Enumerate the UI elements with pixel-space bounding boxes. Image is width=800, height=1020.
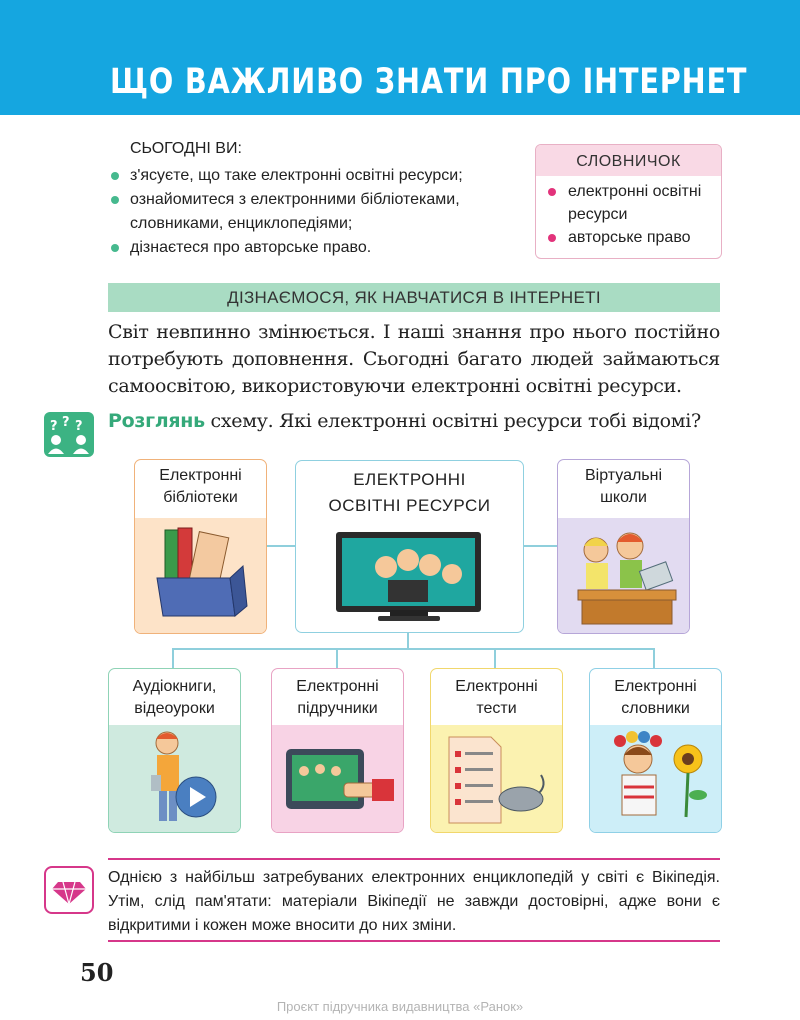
svg-text:?: ? (50, 419, 58, 434)
card-title-line: Електронні (455, 678, 538, 695)
connector-bus (172, 648, 654, 650)
card-dictionaries (589, 668, 722, 833)
card-title-line: Електронні (159, 467, 242, 484)
video-lesson-icon (109, 725, 240, 832)
goal-item: дізнаєтеся про авторське право. (108, 236, 518, 260)
card-title-line: Електронні (614, 678, 697, 695)
card-title-line: школи (600, 489, 647, 506)
card-textbooks (271, 668, 404, 833)
tablet-icon (272, 725, 403, 832)
connector-branch (336, 648, 338, 668)
card-title-line: Віртуальні (584, 467, 663, 484)
card-title (272, 669, 403, 720)
card-title-line: Електронні (296, 678, 379, 695)
card-title-line: бібліотеки (163, 489, 238, 506)
card-title-line: ЕЛЕКТРОННІ (353, 470, 466, 489)
card-title-line: підручники (297, 700, 378, 717)
card-picture (590, 725, 721, 832)
monitor-icon (296, 522, 523, 632)
connector-right (522, 545, 557, 547)
intro-paragraph: Світ невпинно змінюється. І наші знання про нього постійно потребують доповнення. Сьогодні багато людей займаються самоосвітою, використовуючи електронні освітні ресурси. (108, 321, 720, 397)
task-line (108, 410, 728, 432)
card-libraries (134, 459, 267, 634)
card-audiobooks (108, 668, 241, 833)
goal-item: ознайомитеся з електронними бібліотеками, словниками, енциклопедіями; (108, 188, 518, 236)
card-title-line: ОСВІТНІ РЕСУРСИ (328, 496, 491, 515)
card-title-line: словники (621, 700, 690, 717)
books-icon (135, 518, 266, 633)
page-number: 50 (80, 958, 114, 987)
card-picture (135, 518, 266, 633)
task-highlight: Розглянь (108, 410, 205, 432)
card-picture (558, 518, 689, 633)
glossary-item: електронні освітні ресурси (548, 180, 721, 226)
connector-down (407, 632, 409, 649)
card-title (558, 460, 689, 509)
card-picture (272, 725, 403, 832)
fact-text: Однією з найбільш затребуваних електронних енциклопедій у світі є Вікіпедія. Утім, слід пам'ятати: матеріали Вікіпедії не завжди достовірні, адже вони є відкритими і кожен може вносити до них зміни. (108, 869, 720, 934)
card-center (295, 460, 524, 633)
connector-branch (653, 648, 655, 668)
card-title (590, 669, 721, 720)
card-title (109, 669, 240, 720)
ukrainian-girl-icon (590, 725, 721, 832)
svg-text:?: ? (62, 415, 70, 430)
section-heading: ДІЗНАЄМОСЯ, ЯК НАВЧАТИСЯ В ІНТЕРНЕТІ (108, 283, 720, 312)
diamond-icon (44, 866, 94, 914)
connector-branch (172, 648, 174, 668)
glossary-box (535, 144, 722, 259)
connector-branch (494, 648, 496, 668)
footer-note: Проєкт підручника видавництва «Ранок» (276, 999, 524, 1014)
card-tests (430, 668, 563, 833)
test-sheet-icon (431, 725, 562, 832)
glossary-title: СЛОВНИЧОК (536, 145, 721, 176)
task-text: схему. Які електронні освітні ресурси тобі відомі? (204, 410, 701, 432)
glossary-item: авторське право (548, 226, 721, 249)
card-virtual-schools (557, 459, 690, 634)
glossary-list (536, 180, 721, 249)
connector-left (265, 545, 295, 547)
goals-list (108, 164, 518, 260)
today-heading: СЬОГОДНІ ВИ: (130, 140, 242, 157)
center-title (296, 461, 523, 519)
card-picture (431, 725, 562, 832)
card-title-line: відеоуроки (134, 700, 215, 717)
fact-bottom-rule (108, 940, 720, 942)
svg-text:?: ? (75, 419, 83, 434)
question-icon (44, 412, 94, 457)
card-title-line: тести (476, 700, 517, 717)
card-title (135, 460, 266, 509)
page-title: ЩО ВАЖЛИВО ЗНАТИ ПРО ІНТЕРНЕТ (110, 62, 748, 102)
card-picture (109, 725, 240, 832)
card-title-line: Аудіокниги, (132, 678, 217, 695)
goal-item: з'ясуєте, що таке електронні освітні ресурси; (108, 164, 518, 188)
pupils-icon (558, 518, 689, 633)
fact-top-rule (108, 858, 720, 860)
card-title (431, 669, 562, 720)
